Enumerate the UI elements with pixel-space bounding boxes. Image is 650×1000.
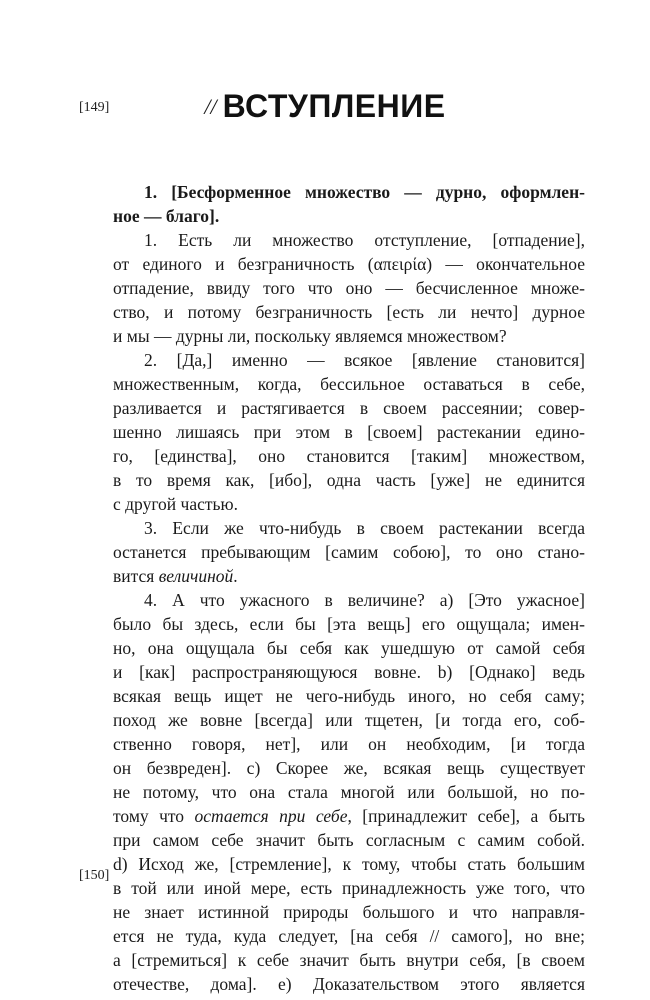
section-heading-line: ное — благо]. [113,206,220,226]
text-line: 4. А что ужасного в величине? a) [Это ужасное] [144,590,585,610]
text-line: d) Исход же, [стремление], к тому, чтобы стать большим [113,854,585,874]
text-line: не потому, что она стала многой или большой, но по- [113,782,585,802]
text-line: от единого и безграничность (απειρία) — окончательное [113,254,585,274]
heading-prefix: // [204,94,217,119]
text-line: ство, и потому безграничность [есть ли нечто] дурное [113,302,585,322]
italic-term: величиной [158,566,234,586]
text-line: множественным, когда, бессильное оставаться в себе, [113,374,585,394]
page-number-marker-bottom: [150] [79,868,110,883]
text-line: отечестве, дома]. e) Доказательством этого является [113,974,585,994]
text-line: не знает истинной природы большого и что направля- [113,902,585,922]
text-line: при самом себе значит быть согласным с самим собой. [113,830,585,850]
text-line: поход же вовне [всегда] или тщетен, [и тогда его, соб- [113,710,585,730]
text-line: и [как] распространяющуюся вовне. b) [Однако] ведь [113,662,585,682]
main-text [113,180,585,996]
text-line: вится величиной. [113,566,238,586]
text-line: го, [единства], оно становится [таким] множеством, [113,446,585,466]
text-line: было бы здесь, если бы [эта вещь] его ощущала; имен- [113,614,585,634]
chapter-title: ВСТУПЛЕНИЕ [222,88,446,124]
text-line: он безвреден]. c) Скорее же, всякая вещь существует [113,758,585,778]
text-line: 1. Есть ли множество отступление, [отпадение], [144,230,585,250]
text-line: в то время как, [ибо], одна часть [уже] не единится [113,470,585,490]
text-line: тому что остается при себе, [принадлежит себе], а быть [113,806,585,826]
text-line: останется пребывающим [самим собою], то оно стано- [113,542,585,562]
text-line: ственно говоря, нет], или он необходим, [и тогда [113,734,585,754]
text-line: разливается и растягивается в своем рассеянии; совер- [113,398,585,418]
text-line: в той или иной мере, есть принадлежность уже того, что [113,878,585,898]
text-line: всякая вещь ищет не чего-нибудь иного, но себя саму; [113,686,585,706]
text-line: ется не туда, куда следует, [на себя // самого], но вне; [113,926,585,946]
chapter-heading [0,88,650,125]
text-line: и мы — дурны ли, поскольку являемся множеством? [113,326,507,346]
text-line: но, она ощущала бы себя как ушедшую от самой себя [113,638,585,658]
text-line: 2. [Да,] именно — всякое [явление становится] [144,350,585,370]
text-line: отпадение, ввиду того что оно — бесчисленное множе- [113,278,585,298]
text-line: 3. Если же что-нибудь в своем растекании всегда [144,518,585,538]
text-line: шенно лишаясь при этом в [своем] растекании едино- [113,422,585,442]
page-number-marker-top: [149] [79,100,110,115]
text-line: а [стремиться] к себе значит быть внутри себя, [в своем [113,950,585,970]
text-line: с другой частью. [113,494,238,514]
italic-term: остается при себе [194,806,348,826]
section-heading-line: 1. [Бесформенное множество — дурно, оформлен- [144,182,585,202]
